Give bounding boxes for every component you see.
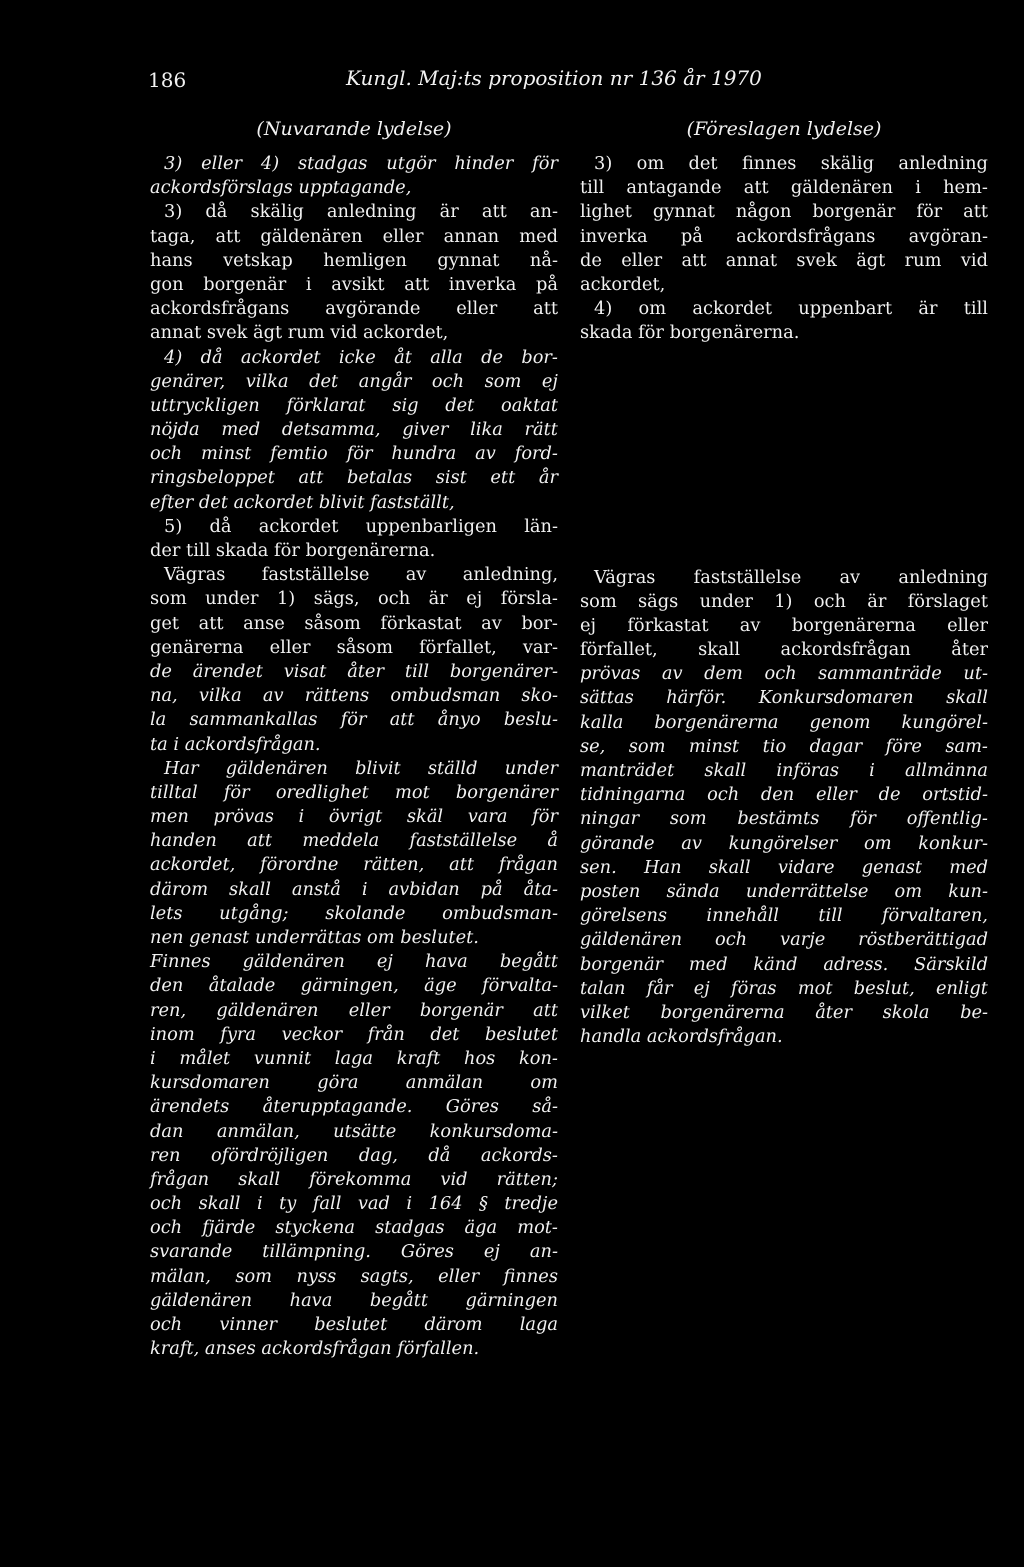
text-line: se, som minst tio dagar före sam- <box>580 735 988 757</box>
text-line: och skall i ty fall vad i 164 § tredje <box>150 1193 558 1215</box>
text-line: inom fyra veckor från det beslutet <box>150 1023 558 1045</box>
text-line: Har gäldenären blivit ställd under <box>164 757 558 779</box>
text-line: ärendets återupptagande. Göres så- <box>150 1096 558 1118</box>
text-line: taga, att gäldenären eller annan med <box>150 225 558 247</box>
text-line: skada för borgenärerna. <box>580 322 800 344</box>
text-line: manträdet skall införas i allmänna <box>580 760 988 781</box>
text-line: sen. Han skall vidare genast med <box>580 856 988 878</box>
text-line: och fjärde styckena stadgas äga mot- <box>150 1217 558 1239</box>
text-line: 4) om ackordet uppenbart är till <box>594 298 988 320</box>
text-line: men prövas i övrigt skäl vara för <box>150 806 558 828</box>
text-line: annat svek ägt rum vid ackordet, <box>150 322 449 344</box>
text-line: der till skada för borgenärerna. <box>150 540 436 561</box>
text-line: kalla borgenärerna genom kungörel- <box>580 711 988 733</box>
text-line: uttryckligen förklarat sig det oaktat <box>150 394 558 416</box>
text-line: la sammankallas för att ånyo beslu- <box>150 709 558 731</box>
text-line: ej förkastat av borgenärerna eller <box>580 614 988 636</box>
column-gap <box>580 346 988 566</box>
text-line: lets utgång; skolande ombudsman- <box>150 902 558 924</box>
page-number: 186 <box>148 68 187 92</box>
text-line: ackordet, <box>580 273 666 295</box>
right-column-heading: (Föreslagen lydelse) <box>686 118 882 140</box>
text-line: tidningarna och den eller de ortstid- <box>580 784 988 806</box>
current-wording-column <box>150 152 558 1361</box>
text-line: i målet vunnit laga kraft hos kon- <box>150 1047 558 1069</box>
text-line: genärer, vilka det angår och som ej <box>150 370 558 392</box>
text-line: handen att meddela fastställelse å <box>150 830 558 852</box>
text-line: till antagande att gäldenären i hem- <box>580 177 988 199</box>
text-line: som under 1) sägs, och är ej försla- <box>150 588 558 610</box>
text-line: genärerna eller såsom förfallet, var- <box>150 636 558 658</box>
text-line: ringsbeloppet att betalas sist ett år <box>150 467 558 489</box>
text-line: vilket borgenärerna åter skola be- <box>580 1001 988 1023</box>
text-line: ta i ackordsfrågan. <box>150 733 321 755</box>
text-line: svarande tillämpning. Göres ej an- <box>150 1241 558 1263</box>
text-line: mälan, som nyss sagts, eller finnes <box>150 1265 558 1287</box>
text-line: gäldenären och varje röstberättigad <box>580 929 988 951</box>
text-line: görande av kungörelser om konkur- <box>580 832 988 854</box>
text-line: Finnes gäldenären ej hava begått <box>150 951 558 973</box>
text-line: efter det ackordet blivit fastställt, <box>150 491 455 513</box>
text-line: gon borgenär i avsikt att inverka på <box>150 273 558 295</box>
text-line: ackordsförslags upptagande, <box>150 177 412 199</box>
text-line: nen genast underrättas om beslutet. <box>150 927 479 948</box>
text-line: som sägs under 1) och är förslaget <box>580 590 988 612</box>
text-line: gäldenären hava begått gärningen <box>150 1289 558 1311</box>
text-line: Vägras fastställelse av anledning, <box>164 564 558 586</box>
text-line: 5) då ackordet uppenbarligen län- <box>164 515 558 537</box>
text-line: därom skall anstå i avbidan på åta- <box>150 878 558 900</box>
text-line: ren, gäldenären eller borgenär att <box>150 999 558 1021</box>
text-line: get att anse såsom förkastat av bor- <box>150 612 558 634</box>
text-line: talan får ej föras mot beslut, enligt <box>580 977 988 999</box>
text-line: den åtalade gärningen, äge förvalta- <box>150 975 558 997</box>
text-line: 3) då skälig anledning är att an- <box>164 201 558 223</box>
text-line: tilltal för oredlighet mot borgenärer <box>150 781 558 803</box>
text-line: sättas härför. Konkursdomaren skall <box>580 687 988 709</box>
text-line: de eller att annat svek ägt rum vid <box>580 249 988 271</box>
text-line: görelsens innehåll till förvaltaren, <box>580 905 988 927</box>
text-line: de ärendet visat åter till borgenärer- <box>150 660 558 682</box>
running-head: Kungl. Maj:ts proposition nr 136 år 1970 <box>346 66 762 90</box>
text-line: lighet gynnat någon borgenär för att <box>580 201 988 223</box>
text-line: ackordsfrågans avgörande eller att <box>150 298 558 320</box>
text-line: dan anmälan, utsätte konkursdoma- <box>150 1120 558 1142</box>
text-line: och minst femtio för hundra av ford- <box>150 443 558 465</box>
text-line: Vägras fastställelse av anledning <box>594 566 988 588</box>
left-column-heading: (Nuvarande lydelse) <box>256 118 452 140</box>
text-line: ningar som bestämts för offentlig- <box>580 808 988 830</box>
text-line: handla ackordsfrågan. <box>580 1026 783 1048</box>
text-line: 3) om det finnes skälig anledning <box>594 153 988 174</box>
text-line: hans vetskap hemligen gynnat nå- <box>150 249 558 271</box>
text-line: 3) eller 4) stadgas utgör hinder för <box>164 153 558 174</box>
text-line: ackordet, förordne rätten, att frågan <box>150 854 558 876</box>
text-line: borgenär med känd adress. Särskild <box>580 953 988 975</box>
text-line: na, vilka av rättens ombudsman sko- <box>150 685 558 707</box>
proposed-wording-column <box>580 152 988 1049</box>
text-line: kursdomaren göra anmälan om <box>150 1072 558 1094</box>
text-line: prövas av dem och sammanträde ut- <box>580 663 988 685</box>
text-line: 4) då ackordet icke åt alla de bor- <box>164 346 558 368</box>
text-line: nöjda med detsamma, giver lika rätt <box>150 419 558 441</box>
text-line: posten sända underrättelse om kun- <box>580 880 988 902</box>
text-line: och vinner beslutet därom laga <box>150 1314 558 1335</box>
text-line: ren ofördröjligen dag, då ackords- <box>150 1144 558 1166</box>
text-line: förfallet, skall ackordsfrågan åter <box>580 639 988 661</box>
text-line: kraft, anses ackordsfrågan förfallen. <box>150 1338 480 1360</box>
text-line: frågan skall förekomma vid rätten; <box>150 1168 558 1190</box>
text-line: inverka på ackordsfrågans avgöran- <box>580 225 988 247</box>
